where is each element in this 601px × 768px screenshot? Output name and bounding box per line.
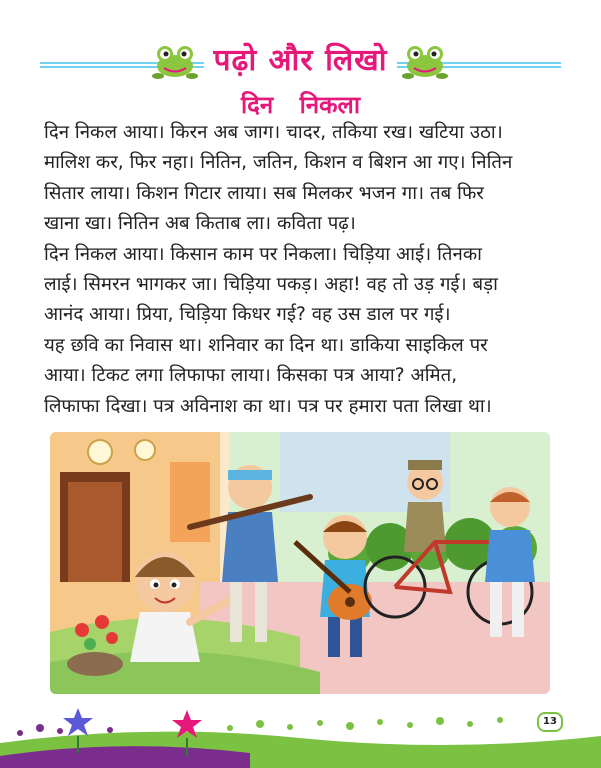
text-line: लाई। सिमरन भागकर जा। चिड़िया पकड़। अहा! वह तो उड़ गई। बड़ा [44, 274, 498, 296]
text-line: दिन निकल आया। किरन अब जाग। चादर, तकिया रख। खटिया उठा। [44, 122, 503, 143]
text-line: सितार लाया। किशन गिटार लाया। सब मिलकर भजन गा। तब फिर [44, 182, 484, 204]
text-line: आया। टिकट लगा लिफाफा लाया। किसका पत्र आया? अमित, [44, 365, 458, 387]
text-line: यह छवि का निवास था। शनिवार का दिन था। डाकिया साइकिल पर [44, 334, 488, 356]
postman [404, 460, 446, 552]
footer-decoration [0, 698, 601, 768]
text-line: खाना खा। नितिन अब किताब ला। कविता पढ़। [44, 213, 356, 235]
paragraph [44, 240, 560, 331]
text-line: मालिश कर, फिर नहा। नितिन, जतिन, किशन व बिशन आ गए। नितिन [44, 152, 513, 174]
page-title: पढ़ो और लिखो [0, 38, 601, 79]
text-line: लिफाफा दिखा। पत्र अविनाश का था। पत्र पर हमारा पता लिखा था। [44, 395, 492, 417]
story-illustration [50, 432, 550, 694]
lesson-subtitle: दिन निकला [240, 91, 361, 119]
paragraph [44, 331, 560, 422]
window [170, 462, 210, 542]
reading-text [44, 118, 560, 422]
text-line: दिन निकल आया। किसान काम पर निकला। चिड़िया आई। तिनका [44, 243, 482, 265]
page-number: 13 [537, 712, 563, 732]
text-line: आनंद आया। प्रिया, चिड़िया किधर गई? वह उस डाल पर गई। [44, 304, 451, 326]
paragraph [44, 118, 560, 240]
